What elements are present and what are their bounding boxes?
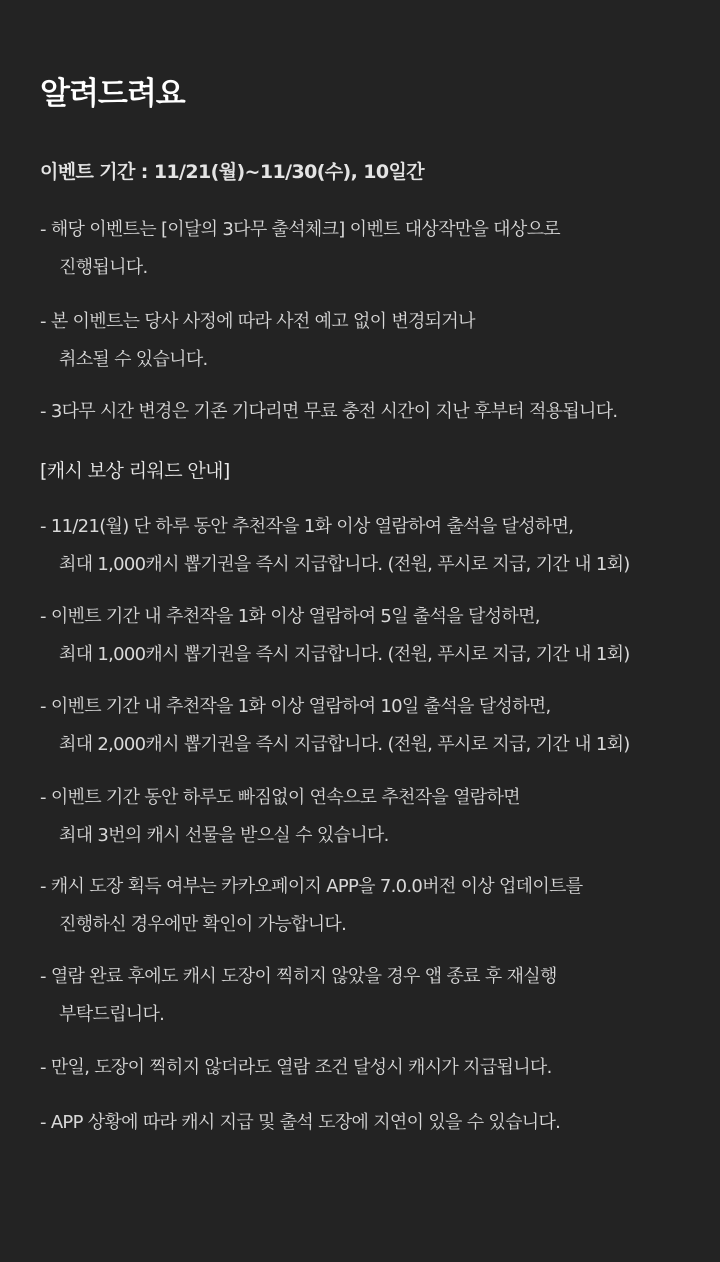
event-period: 이벤트 기간 : 11/21(월)~11/30(수), 10일간 <box>40 161 424 183</box>
reward-item-line: - 열람 완료 후에도 캐시 도장이 찍히지 않았을 경우 앱 종료 후 재실행 <box>40 966 557 987</box>
reward-item-line: - 이벤트 기간 내 추천작을 1화 이상 열람하여 10일 출석을 달성하면, <box>40 696 551 717</box>
notice-item-line: - 해당 이벤트는 [이달의 3다무 출석체크] 이벤트 대상작만을 대상으로 <box>40 219 560 240</box>
notice-item <box>40 393 617 431</box>
reward-item-line: 최대 1,000캐시 뽑기권을 즉시 지급합니다. (전원, 푸시로 지급, 기간 내 1회) <box>59 644 630 665</box>
reward-item-line: 최대 1,000캐시 뽑기권을 즉시 지급합니다. (전원, 푸시로 지급, 기간 내 1회) <box>59 554 630 575</box>
reward-item <box>40 779 520 855</box>
notice-item-line: 취소될 수 있습니다. <box>59 349 208 370</box>
notice-item-line: - 본 이벤트는 당사 사정에 따라 사전 예고 없이 변경되거나 <box>40 311 475 332</box>
reward-item <box>40 958 557 1034</box>
reward-item-line: 최대 3번의 캐시 선물을 받으실 수 있습니다. <box>59 825 389 846</box>
reward-item-line: 최대 2,000캐시 뽑기권을 즉시 지급합니다. (전원, 푸시로 지급, 기간 내 1회) <box>59 734 630 755</box>
reward-heading: [캐시 보상 리워드 안내] <box>40 460 230 482</box>
notice-title: 알려드려요 <box>40 76 185 112</box>
reward-item-line: - 캐시 도장 획득 여부는 카카오페이지 APP을 7.0.0버전 이상 업데이트를 <box>40 876 583 897</box>
reward-item <box>40 508 630 584</box>
reward-item-line: - 11/21(월) 단 하루 동안 추천작을 1화 이상 열람하여 출석을 달성하면, <box>40 516 574 537</box>
reward-item-line: - 이벤트 기간 동안 하루도 빠짐없이 연속으로 추천작을 열람하면 <box>40 787 520 808</box>
notice-item <box>40 303 475 379</box>
notice-item-line: - 3다무 시간 변경은 기존 기다리면 무료 충전 시간이 지난 후부터 적용됩니다. <box>40 401 618 422</box>
reward-item-line: 부탁드립니다. <box>59 1004 165 1025</box>
reward-item <box>40 688 630 764</box>
reward-item-line: - 만일, 도장이 찍히지 않더라도 열람 조건 달성시 캐시가 지급됩니다. <box>40 1057 552 1078</box>
reward-item <box>40 1104 560 1142</box>
notice-item <box>40 211 560 287</box>
reward-item-line: 진행하신 경우에만 확인이 가능합니다. <box>59 914 347 935</box>
notice-item-line: 진행됩니다. <box>59 257 148 278</box>
reward-item <box>40 868 582 944</box>
reward-item <box>40 1049 552 1087</box>
reward-item-line: - APP 상황에 따라 캐시 지급 및 출석 도장에 지연이 있을 수 있습니다. <box>40 1112 561 1133</box>
reward-item <box>40 598 630 674</box>
reward-item-line: - 이벤트 기간 내 추천작을 1화 이상 열람하여 5일 출석을 달성하면, <box>40 606 540 627</box>
